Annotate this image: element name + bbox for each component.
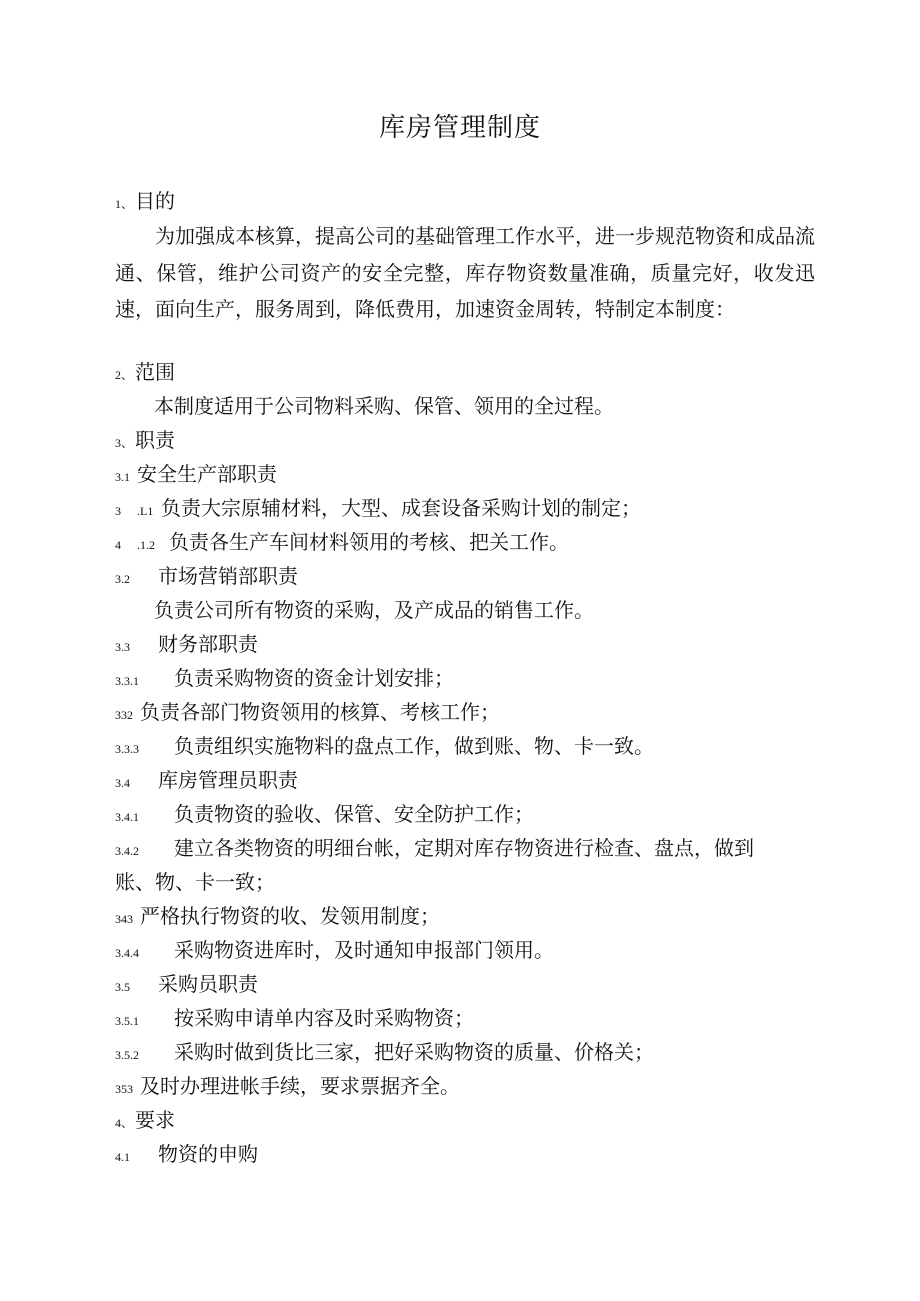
- subsection-heading: [115, 1139, 258, 1172]
- section-number: 4、: [115, 1116, 134, 1130]
- section-text: 物资的申购: [158, 1142, 258, 1166]
- list-item: [115, 799, 534, 832]
- section-text: 库房管理员职责: [158, 768, 298, 792]
- section-text: 职责: [135, 428, 175, 452]
- section-heading: [115, 357, 175, 390]
- list-item: [115, 1071, 460, 1104]
- section-number: 3.5: [115, 980, 130, 994]
- section-text: 市场营销部职责: [158, 564, 298, 588]
- paragraph: [154, 391, 614, 421]
- item-text: 采购时做到货比三家，把好采购物资的质量、价格关；: [174, 1040, 654, 1064]
- item-number: 4: [115, 538, 121, 552]
- subsection-heading: [115, 765, 298, 798]
- list-item: [115, 833, 754, 866]
- subsection-heading: [115, 561, 298, 594]
- section-text: 要求: [135, 1108, 175, 1132]
- item-text: 负责各生产车间材料领用的考核、把关工作。: [169, 530, 569, 554]
- list-item: [115, 1037, 654, 1070]
- item-number: 3.5.2: [115, 1048, 139, 1062]
- item-text: 负责物资的验收、保管、安全防护工作；: [174, 802, 534, 826]
- item-text: 账、物、卡一致；: [115, 870, 275, 894]
- item-text: 负责采购物资的资金计划安排；: [174, 666, 454, 690]
- item-text: 及时办理进帐手续，要求票据齐全。: [140, 1074, 460, 1098]
- item-text: 建立各类物资的明细台帐，定期对库存物资进行检查、盘点，做到: [174, 836, 754, 860]
- item-text: 负责各部门物资领用的核算、考核工作；: [140, 700, 500, 724]
- section-heading: [115, 425, 175, 458]
- item-number: 3.3.1: [115, 674, 139, 688]
- item-number-suffix: .L1: [137, 504, 154, 518]
- section-number: 3.3: [115, 640, 130, 654]
- item-text: 严格执行物资的收、发领用制度；: [140, 904, 440, 928]
- section-number: 3、: [115, 436, 134, 450]
- list-item: [115, 697, 500, 730]
- section-number: 3.4: [115, 776, 130, 790]
- paragraph-text: 本制度适用于公司物料采购、保管、领用的全过程。: [154, 394, 614, 418]
- item-text: 采购物资进库时，及时通知申报部门领用。: [174, 938, 554, 962]
- section-text: 范围: [135, 360, 175, 384]
- list-item: [115, 663, 454, 696]
- list-item: [115, 1003, 474, 1036]
- list-item: [115, 493, 641, 526]
- item-text: 按采购申请单内容及时采购物资；: [174, 1006, 474, 1030]
- section-text: 目的: [135, 189, 175, 213]
- list-item-continuation: [115, 867, 275, 897]
- section-number: 4.1: [115, 1150, 130, 1164]
- item-number: 3: [115, 504, 121, 518]
- item-number: 332: [115, 708, 133, 722]
- section-number: 1、: [115, 197, 134, 211]
- list-item: [115, 935, 554, 968]
- list-item: [115, 731, 654, 764]
- paragraph: [154, 595, 594, 625]
- item-number: 3.4.4: [115, 946, 139, 960]
- paragraph-text: 负责公司所有物资的采购，及产成品的销售工作。: [154, 598, 594, 622]
- paragraph: 为加强成本核算，提高公司的基础管理工作水平，进一步规范物资和成品流通、保管，维护公司资产的安全完整，库存物资数量准确，质量完好，收发迅速，面向生产，服务周到，降低费用，加速资金周转，特制定本制度：: [115, 224, 815, 321]
- list-item: [115, 527, 569, 560]
- section-heading: [115, 186, 175, 219]
- item-number: 3.4.2: [115, 844, 139, 858]
- item-number: 353: [115, 1082, 133, 1096]
- item-text: 负责组织实施物料的盘点工作，做到账、物、卡一致。: [174, 734, 654, 758]
- section-text: 安全生产部职责: [137, 462, 277, 486]
- item-number: 3.3.3: [115, 742, 139, 756]
- item-number: 3.5.1: [115, 1014, 139, 1028]
- item-text: 负责大宗原辅材料，大型、成套设备采购计划的制定；: [161, 496, 641, 520]
- section-number: 3.2: [115, 572, 130, 586]
- subsection-heading: [115, 969, 258, 1002]
- section-number: 2、: [115, 368, 134, 382]
- section-number: 3.1: [115, 470, 130, 484]
- list-item: [115, 901, 440, 934]
- section-text: 财务部职责: [158, 632, 258, 656]
- document-title: 库房管理制度: [378, 113, 541, 143]
- item-number: 343: [115, 912, 133, 926]
- subsection-heading: [115, 459, 277, 492]
- subsection-heading: [115, 629, 258, 662]
- item-number: 3.4.1: [115, 810, 139, 824]
- section-heading: [115, 1105, 175, 1138]
- section-text: 采购员职责: [158, 972, 258, 996]
- item-number-suffix: .1.2: [137, 538, 155, 552]
